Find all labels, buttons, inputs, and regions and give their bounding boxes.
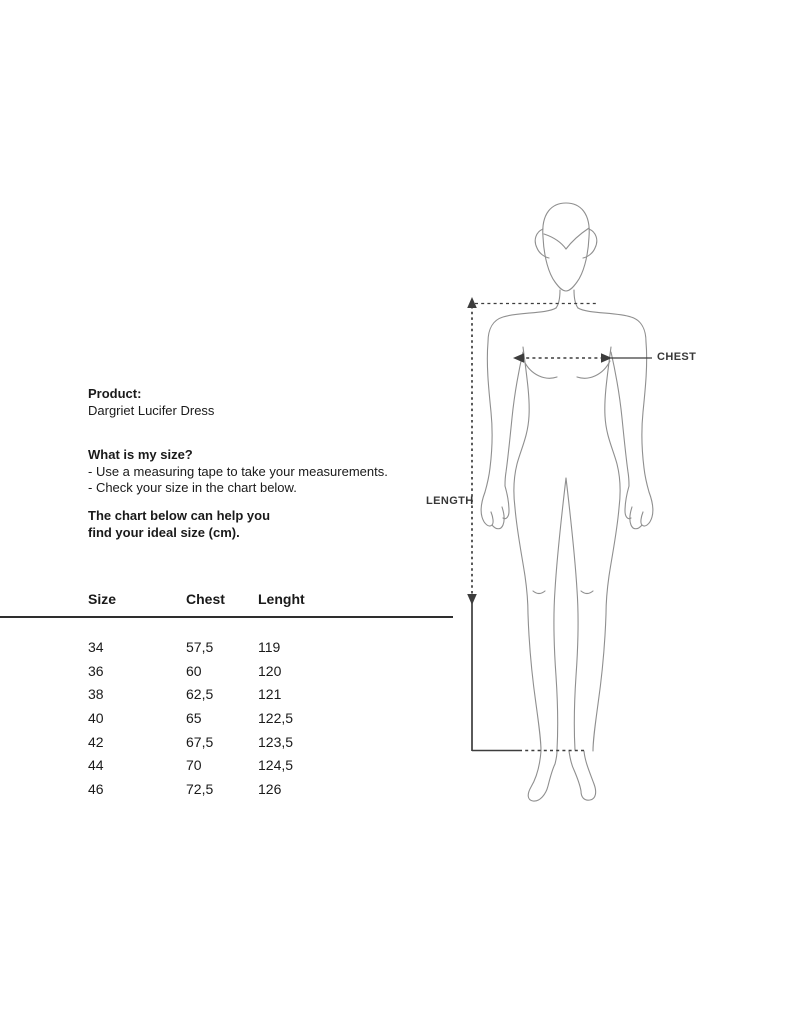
product-label: Product: xyxy=(88,386,142,401)
cell-size: 40 xyxy=(88,709,104,726)
arrow-up-icon xyxy=(467,297,477,308)
arrow-left-icon xyxy=(513,353,524,362)
chart-note-line: The chart below can help you xyxy=(88,508,271,523)
size-help-heading: What is my size? xyxy=(88,447,193,462)
cell-chest: 72,5 xyxy=(186,780,214,797)
cell-chest: 70 xyxy=(186,757,202,774)
cell-size: 38 xyxy=(88,686,104,703)
cell-length: 120 xyxy=(258,662,282,679)
cell-size: 46 xyxy=(88,780,104,797)
cell-length: 121 xyxy=(258,686,282,703)
cell-size: 34 xyxy=(88,638,104,655)
cell-chest: 62,5 xyxy=(186,686,214,703)
cell-length: 126 xyxy=(258,780,282,797)
cell-length: 123,5 xyxy=(258,733,294,750)
cell-length: 122,5 xyxy=(258,709,294,726)
size-help-instruction: - Check your size in the chart below. xyxy=(88,480,297,495)
cell-size: 42 xyxy=(88,733,104,750)
column-header-length: Lenght xyxy=(258,591,305,607)
product-name: Dargriet Lucifer Dress xyxy=(88,402,215,418)
cell-chest: 67,5 xyxy=(186,733,214,750)
cell-length: 119 xyxy=(258,638,281,655)
cell-size: 44 xyxy=(88,757,104,774)
cell-size: 36 xyxy=(88,662,104,679)
length-label: LENGTH xyxy=(426,495,474,507)
column-header-size: Size xyxy=(88,591,117,607)
chart-note-line: find your ideal size (cm). xyxy=(88,524,240,540)
cell-chest: 57,5 xyxy=(186,638,214,655)
column-header-chest: Chest xyxy=(186,591,225,607)
cell-chest: 60 xyxy=(186,662,202,679)
cell-chest: 65 xyxy=(186,709,202,726)
measurement-annotations xyxy=(467,297,652,751)
body-outline xyxy=(481,203,653,801)
chest-label: CHEST xyxy=(657,351,697,363)
cell-length: 124,5 xyxy=(258,757,294,774)
size-help-instruction: - Use a measuring tape to take your measurements. xyxy=(88,463,388,479)
